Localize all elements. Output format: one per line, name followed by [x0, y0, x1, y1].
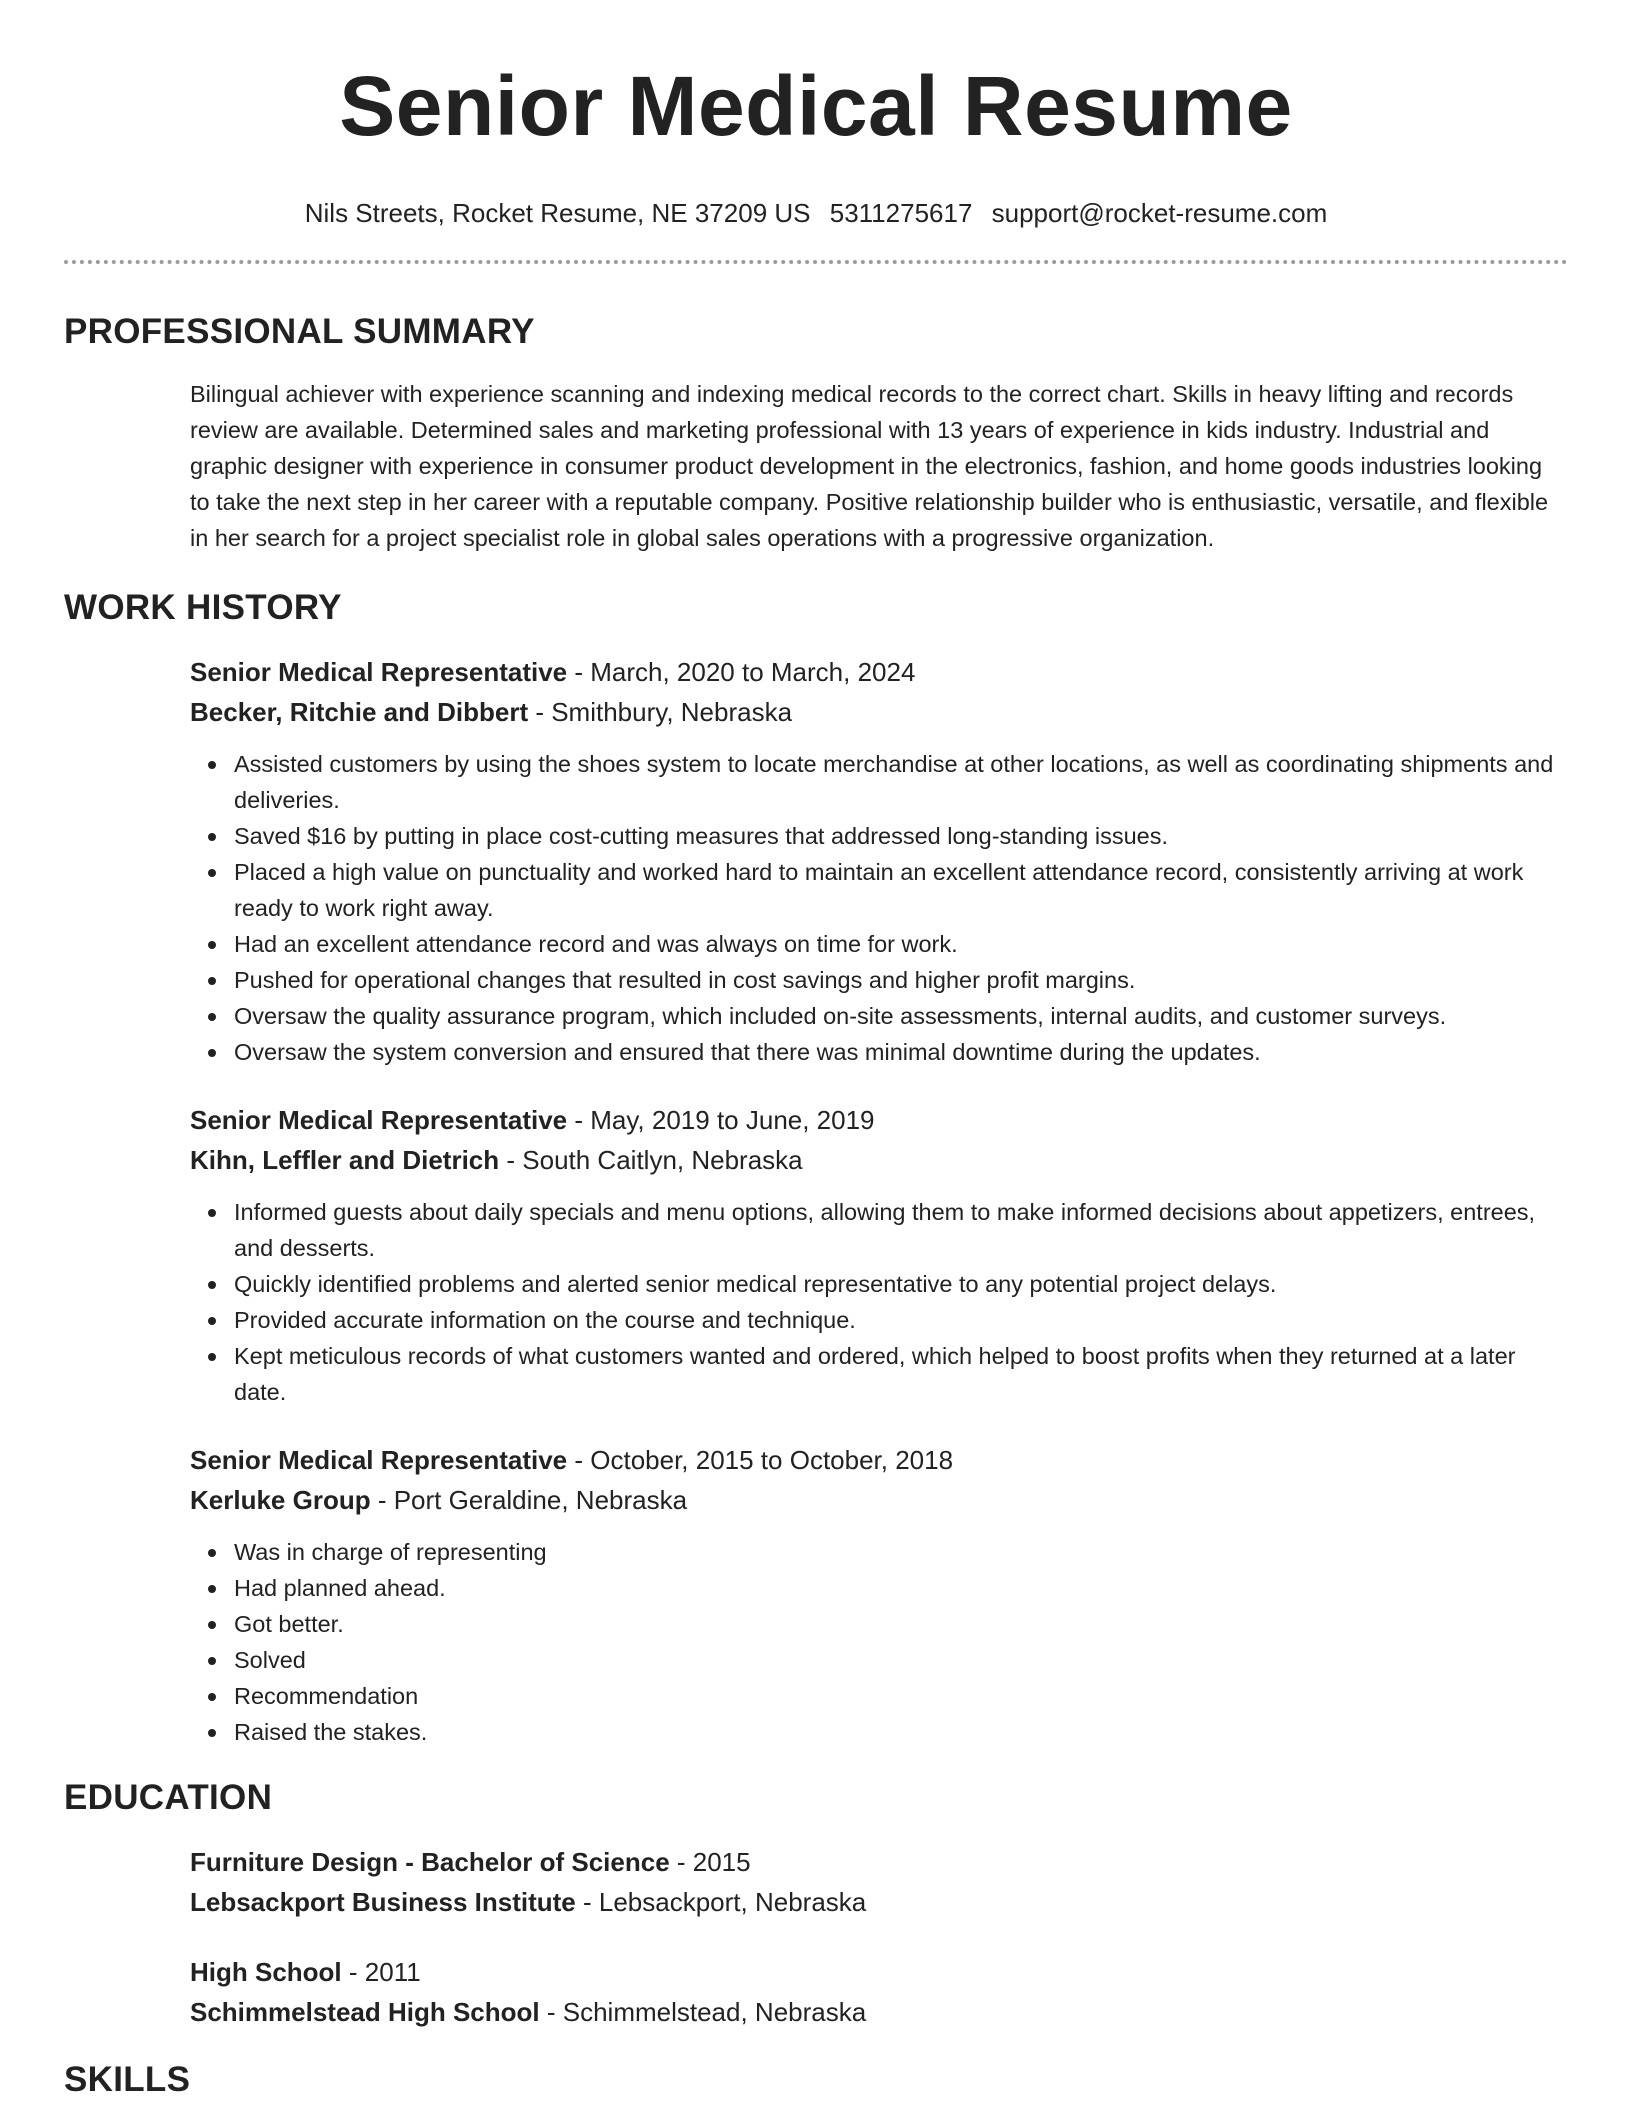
job-bullet: Recommendation	[234, 1678, 1568, 1714]
job-bullet: Placed a high value on punctuality and worked hard to maintain an excellent attendance record, consistently arriving at work ready to work right away.	[234, 854, 1568, 926]
contact-address: Nils Streets, Rocket Resume, NE 37209 US	[304, 198, 811, 228]
job-entry	[190, 652, 1568, 1070]
work-history-title: WORK HISTORY	[64, 588, 342, 627]
job-entry	[190, 1100, 1568, 1410]
education-year: - 2015	[669, 1847, 751, 1877]
job-dates: - October, 2015 to October, 2018	[567, 1445, 954, 1475]
education-school-line	[190, 1992, 1568, 2032]
summary-text: Bilingual achiever with experience scanning and indexing medical records to the correct chart. Skills in heavy lifting and records review are available. Determined sales and marketing professional with 13 years of experience in kids industry. Industrial and graphic designer with experience in consumer product development in the electronics, fashion, and home goods industries looking to take the next step in her career with a reputable company. Positive relationship builder who is enthusiastic, versatile, and flexible in her search for a project specialist role in global sales operations with a progressive organization.	[190, 381, 1549, 551]
contact-email: support@rocket-resume.com	[991, 198, 1328, 228]
job-company: Kihn, Leffler and Dietrich	[190, 1145, 500, 1175]
job-bullet: Got better.	[234, 1606, 1568, 1642]
job-company-line	[190, 1140, 1568, 1180]
job-bullet: Solved	[234, 1642, 1568, 1678]
job-bullet: Provided accurate information on the course and technique.	[234, 1302, 1568, 1338]
job-bullet: Kept meticulous records of what customers wanted and ordered, which helped to boost profits when they returned at a later date.	[234, 1338, 1568, 1410]
job-bullet: Quickly identified problems and alerted senior medical representative to any potential project delays.	[234, 1266, 1568, 1302]
education-school: Schimmelstead High School	[190, 1997, 540, 2027]
job-bullet: Assisted customers by using the shoes system to locate merchandise at other locations, as well as coordinating shipments and deliveries.	[234, 746, 1568, 818]
job-bullet: Had an excellent attendance record and was always on time for work.	[234, 926, 1568, 962]
job-bullet: Informed guests about daily specials and menu options, allowing them to make informed decisions about appetizers, entrees, and desserts.	[234, 1194, 1568, 1266]
job-bullets	[190, 746, 1568, 1070]
job-bullet: Oversaw the quality assurance program, which included on-site assessments, internal audits, and customer surveys.	[234, 998, 1568, 1034]
job-role: Senior Medical Representative	[190, 1445, 568, 1475]
education-school: Lebsackport Business Institute	[190, 1887, 576, 1917]
resume-name: Senior Medical Resume	[339, 59, 1293, 153]
resume-header	[0, 0, 1632, 230]
job-title-line	[190, 652, 1568, 692]
job-company: Kerluke Group	[190, 1485, 371, 1515]
education-location: - Schimmelstead, Nebraska	[539, 1997, 867, 2027]
education-entry	[190, 1952, 1568, 2032]
job-location: - South Caitlyn, Nebraska	[499, 1145, 803, 1175]
education-degree-line	[190, 1952, 1568, 1992]
education-degree-line	[190, 1842, 1568, 1882]
education-school-line	[190, 1882, 1568, 1922]
education-section	[64, 1776, 1568, 2032]
skills-title: SKILLS	[64, 2060, 191, 2099]
job-bullet: Raised the stakes.	[234, 1714, 1568, 1750]
job-bullets	[190, 1194, 1568, 1410]
job-location: - Port Geraldine, Nebraska	[370, 1485, 688, 1515]
job-role: Senior Medical Representative	[190, 657, 568, 687]
education-degree: Furniture Design - Bachelor of Science	[190, 1847, 670, 1877]
education-year: - 2011	[341, 1957, 421, 1987]
job-bullet: Oversaw the system conversion and ensured that there was minimal downtime during the updates.	[234, 1034, 1568, 1070]
job-bullet: Saved $16 by putting in place cost-cutting measures that addressed long-standing issues.	[234, 818, 1568, 854]
job-company-line	[190, 1480, 1568, 1520]
skills-section	[64, 2058, 1568, 2102]
contact-line	[0, 196, 1632, 230]
summary-title: PROFESSIONAL SUMMARY	[64, 312, 535, 351]
education-degree: High School	[190, 1957, 342, 1987]
job-bullet: Was in charge of representing	[234, 1534, 1568, 1570]
job-role: Senior Medical Representative	[190, 1105, 568, 1135]
education-location: - Lebsackport, Nebraska	[575, 1887, 867, 1917]
job-dates: - May, 2019 to June, 2019	[567, 1105, 875, 1135]
job-title-line	[190, 1440, 1568, 1480]
header-divider	[64, 260, 1568, 264]
summary-section	[64, 310, 1568, 556]
job-bullet: Had planned ahead.	[234, 1570, 1568, 1606]
job-company-line	[190, 692, 1568, 732]
job-entry	[190, 1440, 1568, 1750]
education-entry	[190, 1842, 1568, 1922]
contact-phone: 5311275617	[829, 198, 973, 228]
job-company: Becker, Ritchie and Dibbert	[190, 697, 529, 727]
job-dates: - March, 2020 to March, 2024	[567, 657, 916, 687]
job-title-line	[190, 1100, 1568, 1140]
job-bullets	[190, 1534, 1568, 1750]
work-history-section	[64, 586, 1568, 1750]
job-bullet: Pushed for operational changes that resulted in cost savings and higher profit margins.	[234, 962, 1568, 998]
job-location: - Smithbury, Nebraska	[528, 697, 793, 727]
summary-body	[190, 376, 1568, 556]
education-title: EDUCATION	[64, 1778, 273, 1817]
